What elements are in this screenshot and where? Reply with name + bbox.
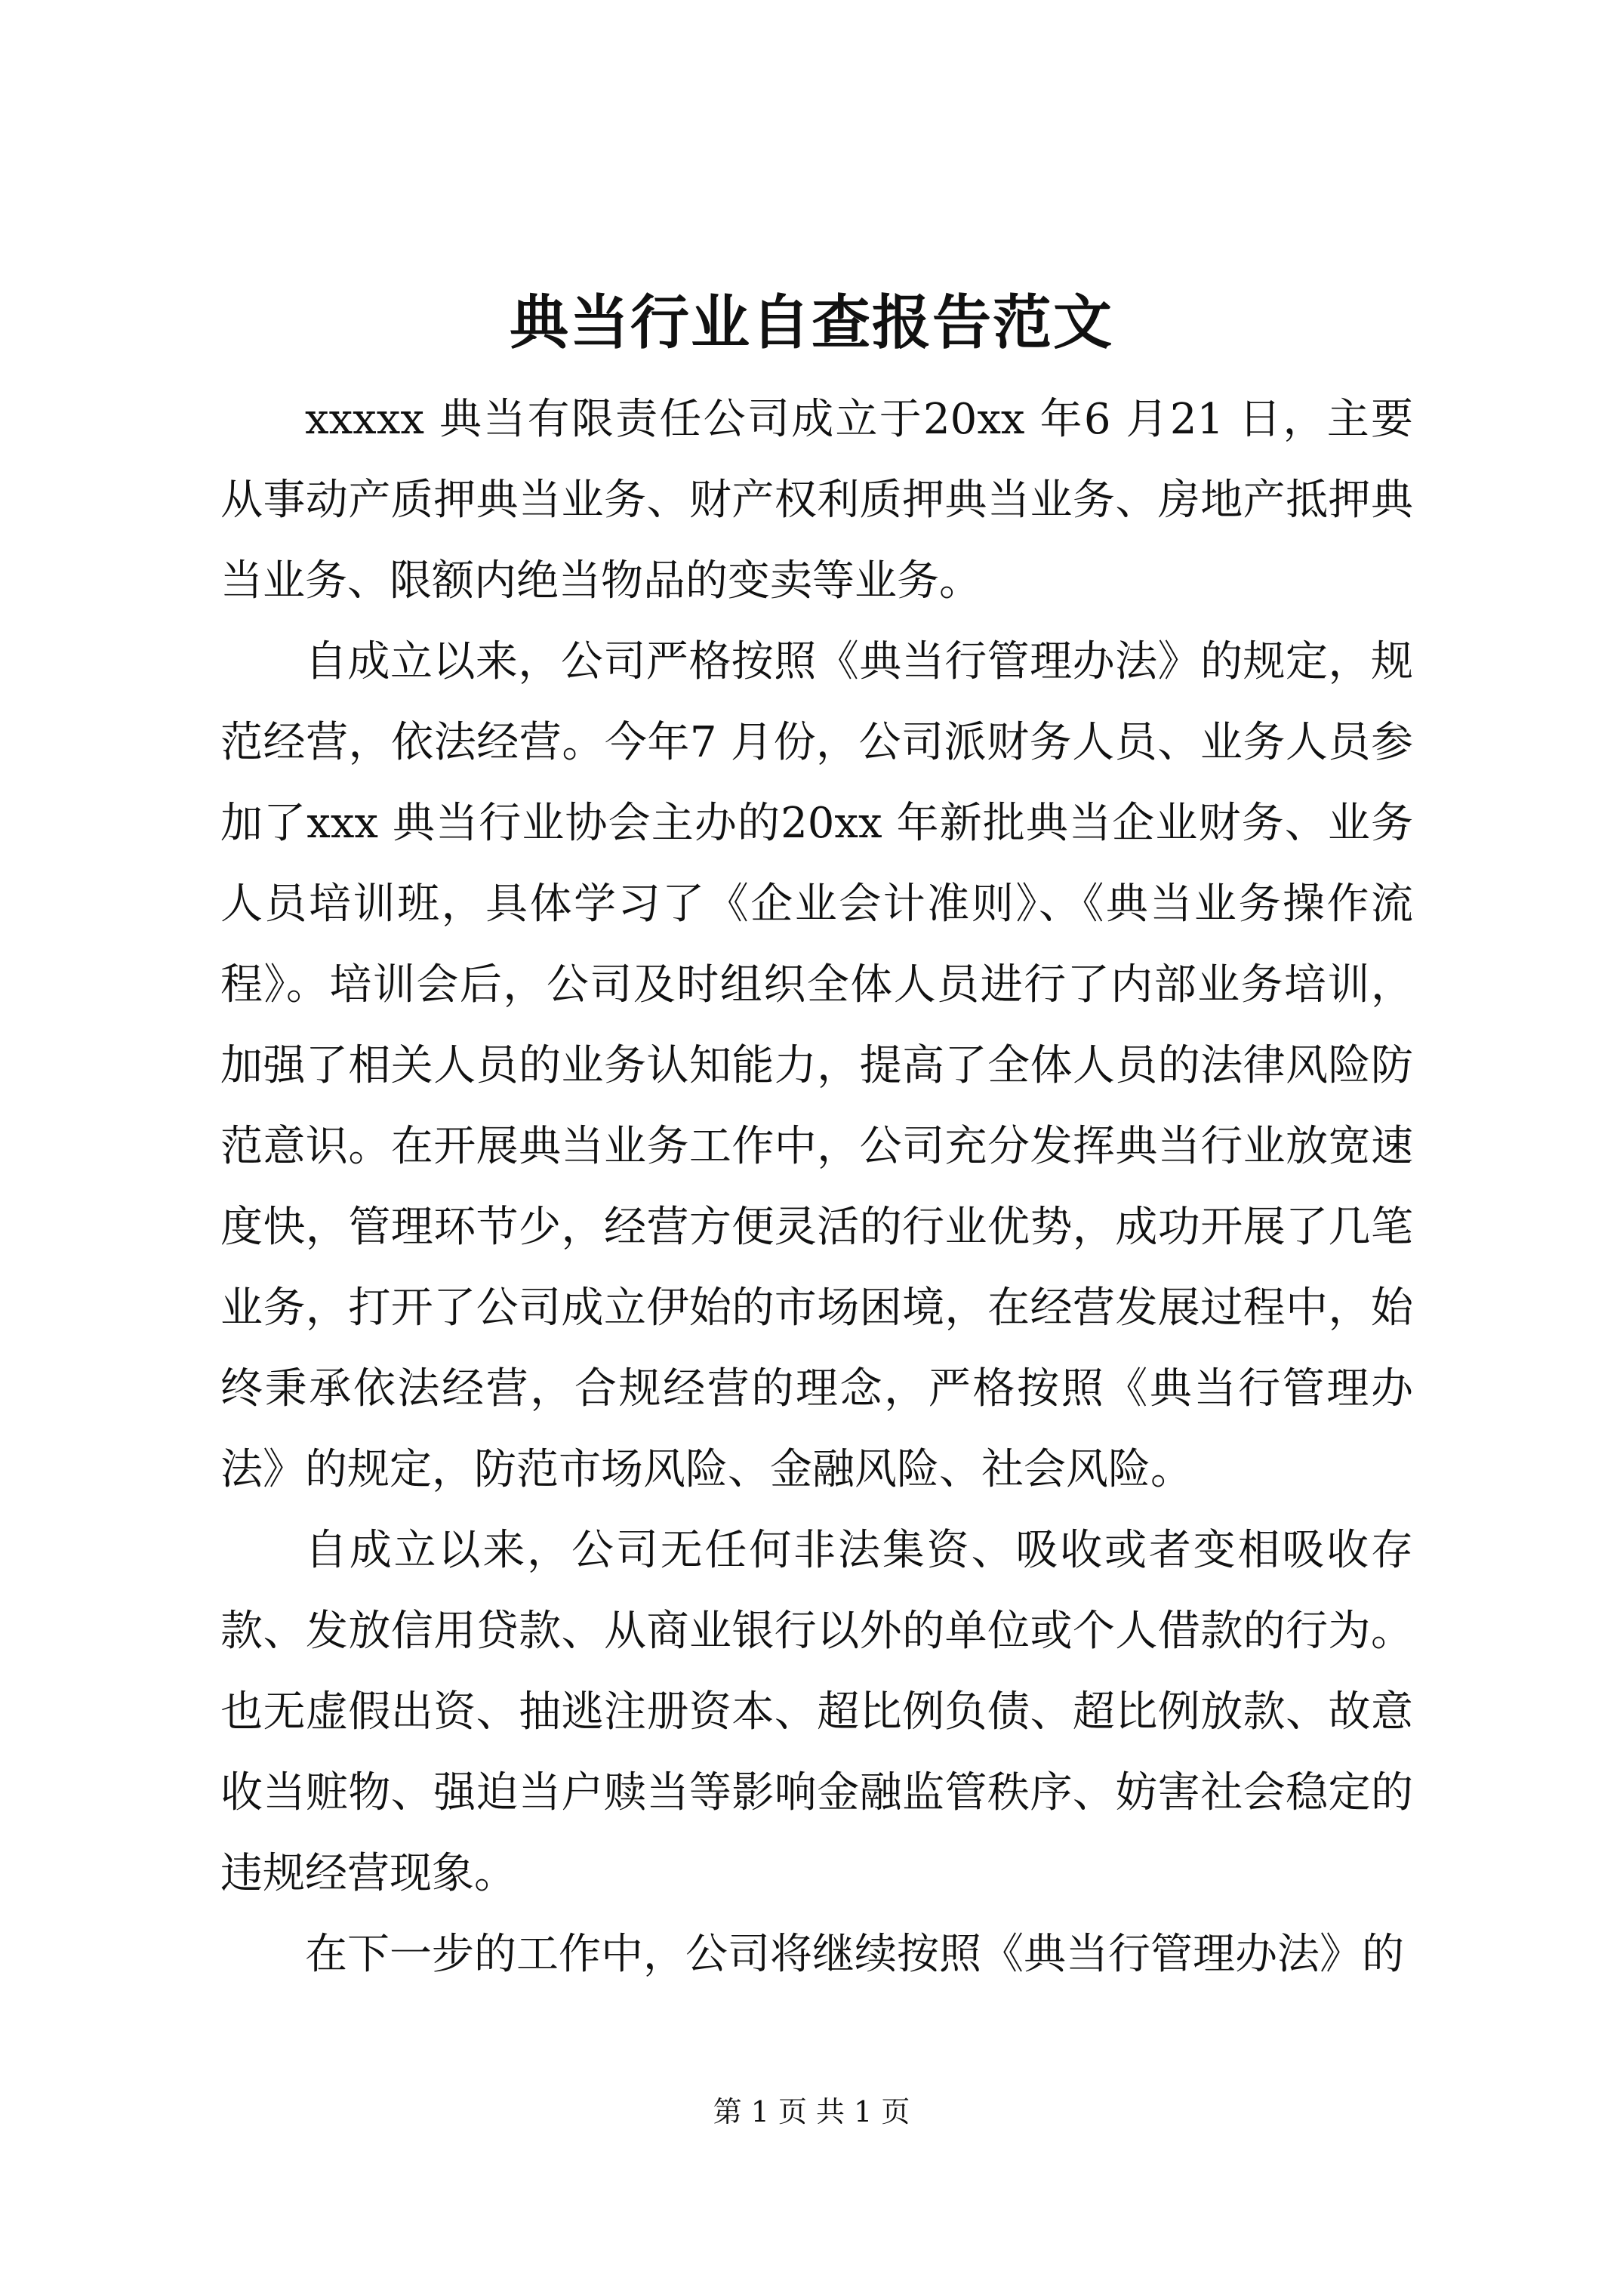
paragraph-3: 自成立以来，公司无任何非法集资、吸收或者变相吸收存款、发放信用贷款、从商业银行以外的单位或个人借款的行为。也无虚假出资、抽逃注册资本、超比例负债、超比例放款、故意收当赃物、强迫当户赎当等影响金融监管秩序、妨害社会稳定的违规经营现象。 bbox=[220, 1526, 1413, 1898]
paragraph-4: 在下一步的工作中，公司将继续按照《典当行管理办法》的 bbox=[305, 1930, 1404, 1979]
document-title: 典当行业自查报告范文 bbox=[509, 288, 1113, 357]
paragraph-2: 自成立以来，公司严格按照《典当行管理办法》的规定，规范经营，依法经营。今年7 月份，公司派财务人员、业务人员参加了xxx 典当行业协会主办的20xx 年新批典当企业财务、业务人员培训班，具体学习了《企业会计准则》、《典当业务操作流程》。培训会后，公司及时组织全体人员进行了内部业务培训，加强了相关人员的业务认知能力，提高了全体人员的法律风险防范意识。在开展典当业务工作中，公司充分发挥典当行业放宽速度快，管理环节少，经营方便灵活的行业优势，成功开展了几笔业务，打开了公司成立伊始的市场困境，在经营发展过程中，始终秉承依法经营，合规经营的理念，严格按照《典当行管理办法》的规定，防范市场风险、金融风险、社会风险。 bbox=[220, 637, 1413, 1494]
paragraph-1: xxxxx 典当有限责任公司成立于20xx 年6 月21 日，主要从事动产质押典当业务、财产权利质押典当业务、房地产抵押典当业务、限额内绝当物品的变卖等业务。 bbox=[220, 395, 1414, 606]
document-body bbox=[220, 379, 1413, 1995]
page-footer: 第 1 页 共 1 页 bbox=[713, 2095, 910, 2128]
